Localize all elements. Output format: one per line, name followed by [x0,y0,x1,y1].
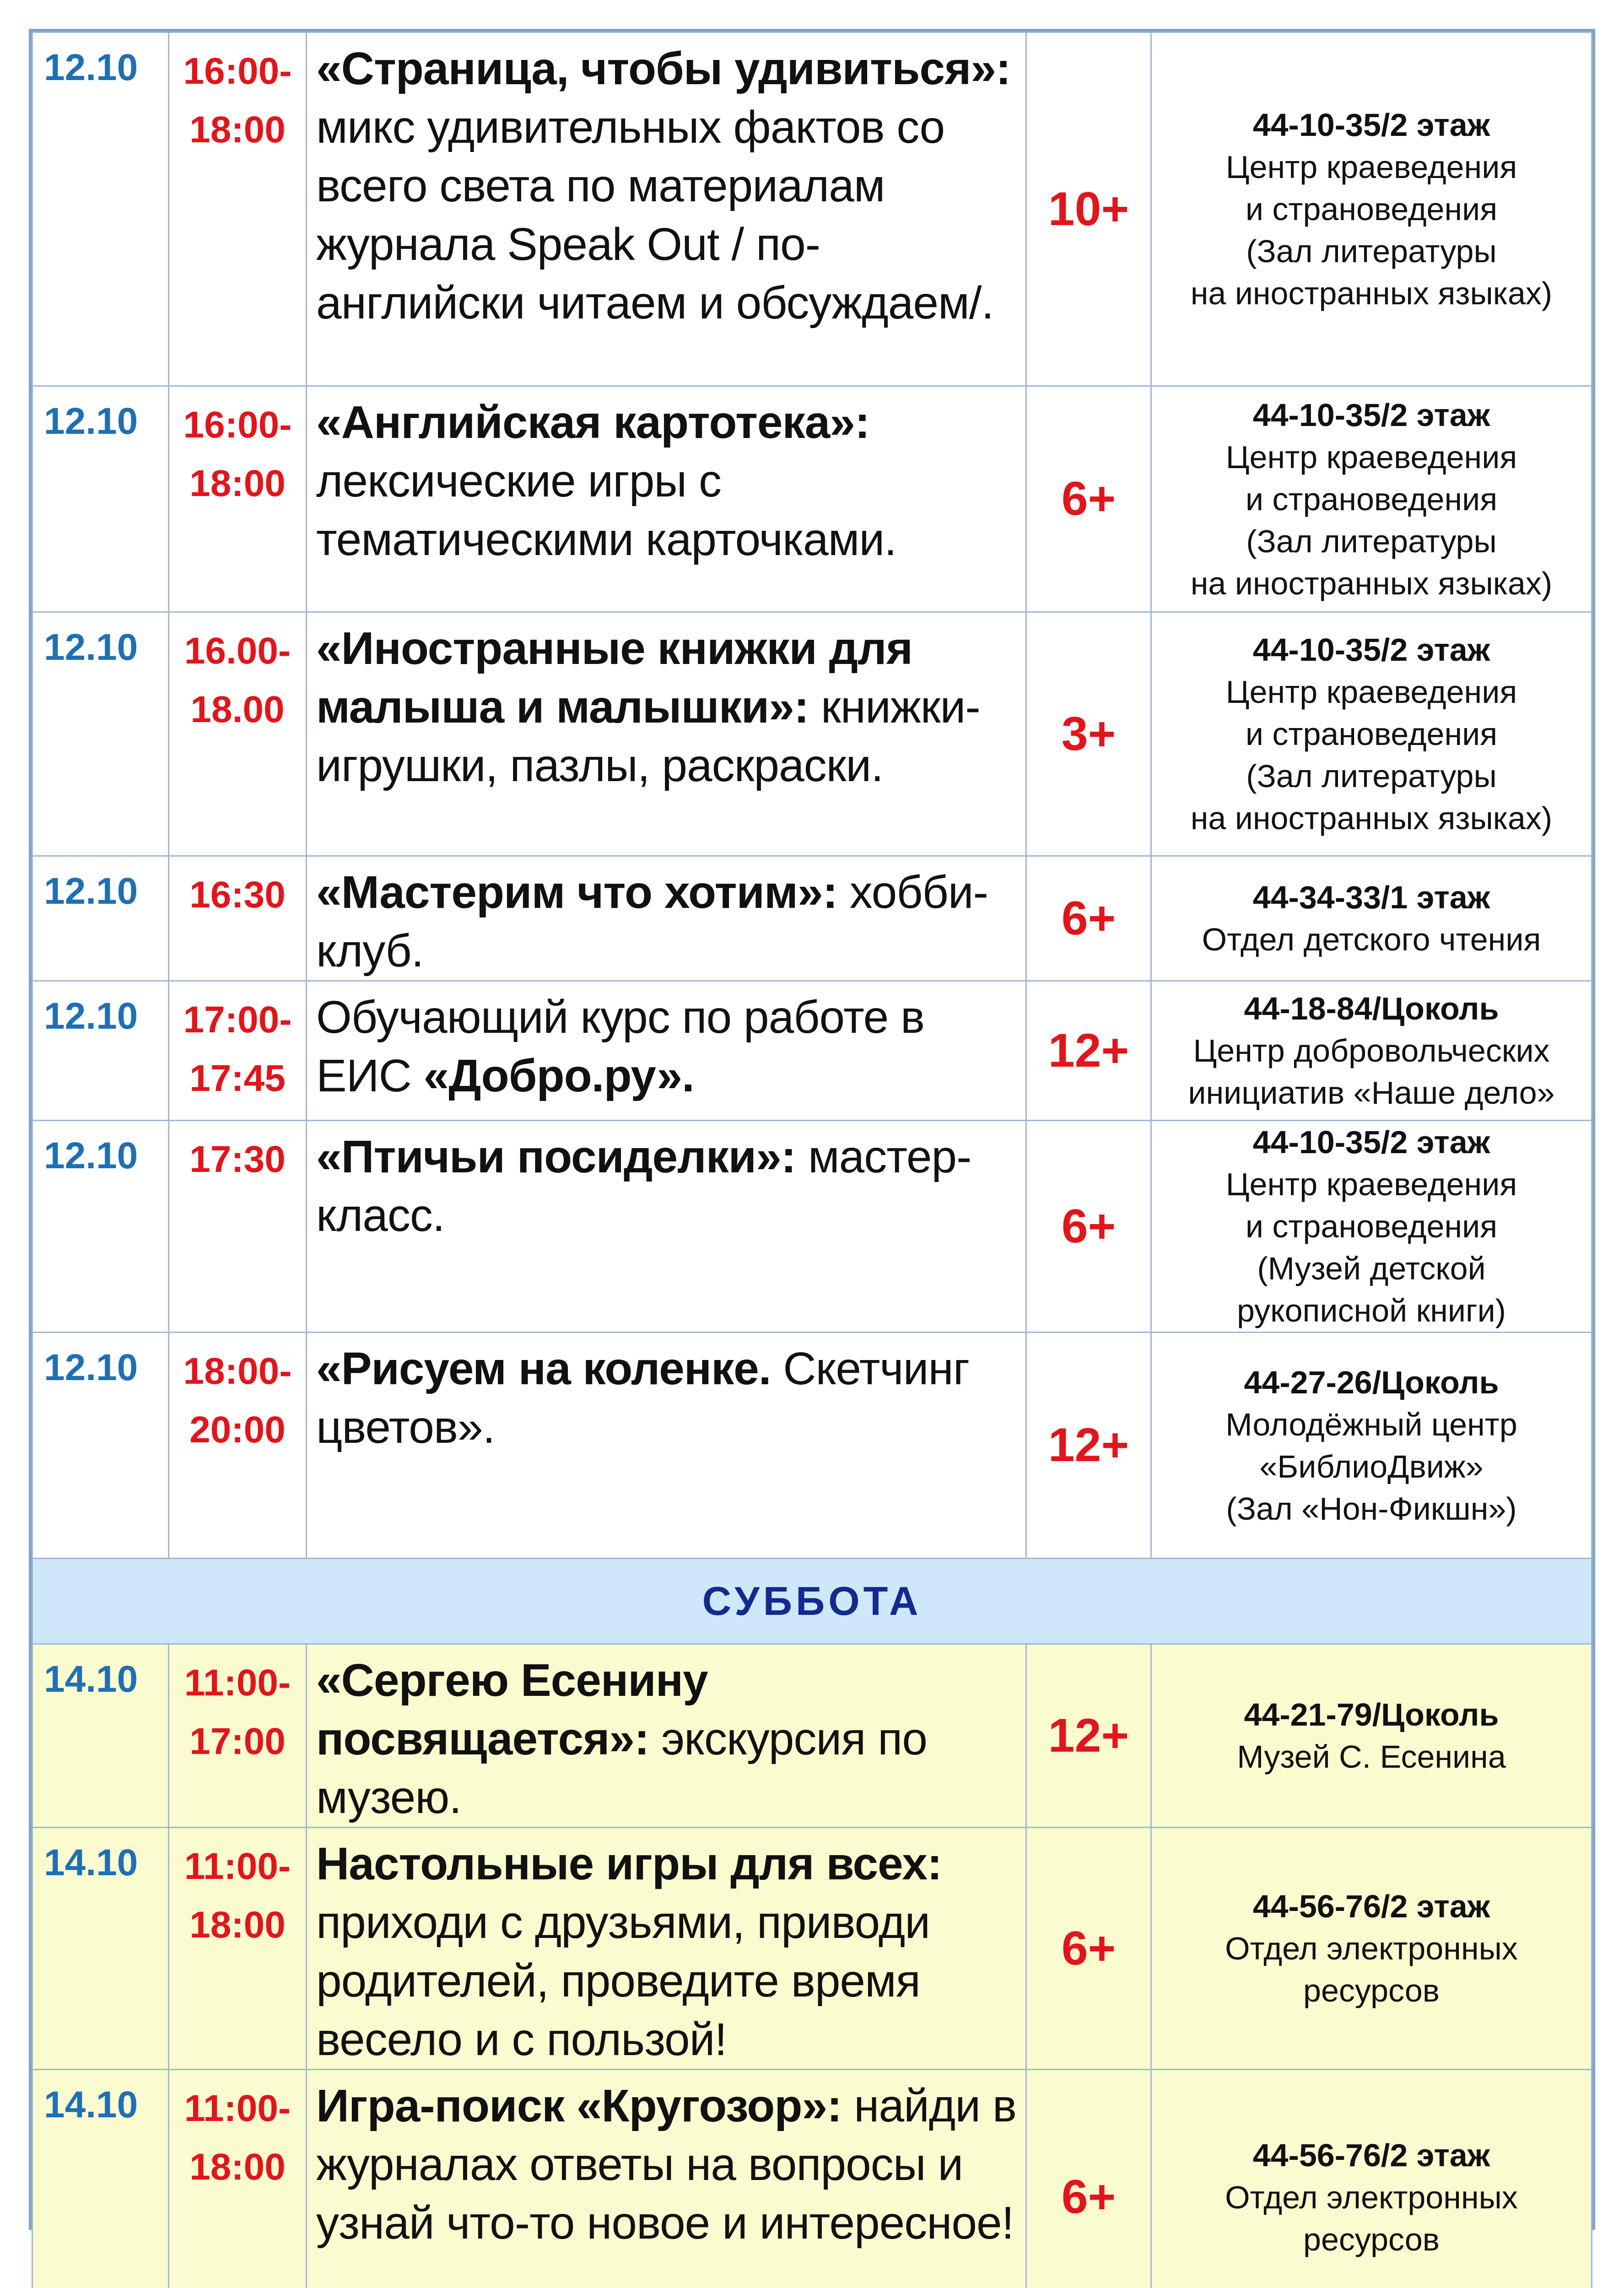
event-location: Отдел детского чтения [1155,918,1587,961]
event-place [1151,386,1592,612]
event-title [307,857,1025,980]
event-title-bold: «Страница, чтобы удивиться»: [316,43,1010,94]
event-row [32,1644,1592,1828]
event-time: 11:00-18:00 [169,1828,306,1954]
event-age: 6+ [1026,2070,1151,2288]
event-title-rest: хобби-клуб. [316,867,988,977]
event-row [32,386,1592,612]
event-date: 14.10 [33,2070,168,2127]
event-place [1151,32,1592,386]
event-phone: 44-27-26/Цоколь [1155,1361,1587,1403]
day-header: СУББОТА [32,1559,1592,1644]
event-place [1151,2070,1592,2288]
event-title [307,1645,1025,1827]
event-location: Центр краеведения и страноведения (Зал литературы на иностранных языках) [1155,671,1587,839]
event-phone: 44-10-35/2 этаж [1155,629,1587,671]
event-time: 16.00-18.00 [169,613,306,739]
event-time: 18:00-20:00 [169,1333,306,1459]
event-title-bold: «Птичьи посиделки»: [316,1131,796,1182]
event-location: Центр краеведения и страноведения (Музей детской рукописной книги) [1155,1163,1587,1332]
event-place [1151,1828,1592,2070]
event-title-rest: лексические игры с тематическими карточками. [316,455,896,565]
event-title-rest: мастер-класс. [316,1131,971,1241]
event-phone: 44-10-35/2 этаж [1155,104,1587,146]
event-title-bold: «Добро.ру». [424,1050,694,1101]
event-time: 16:30 [169,857,306,924]
event-age: 6+ [1026,386,1151,612]
event-date: 12.10 [33,1121,168,1178]
event-age: 10+ [1026,32,1151,386]
event-title-pre: Обучающий курс по работе в ЕИС [316,992,924,1101]
event-title-bold: «Иностранные книжки для малыша и малышки»: [316,623,912,733]
event-phone: 44-10-35/2 этаж [1155,394,1587,436]
events-table [32,32,1592,2288]
event-time: 17:30 [169,1121,306,1189]
event-title [307,982,1025,1105]
event-date: 12.10 [33,33,168,90]
event-place [1151,612,1592,856]
event-title-rest: микс удивительных фактов со всего света по материалам журнала Speak Out / по-английски читаем и обсуждаем/. [316,102,993,329]
event-row [32,32,1592,386]
event-age: 12+ [1026,1644,1151,1828]
event-age: 12+ [1026,981,1151,1121]
event-date: 12.10 [33,1333,168,1390]
event-title-bold: Настольные игры для всех: [316,1838,942,1889]
event-phone: 44-56-76/2 этаж [1155,2134,1587,2176]
event-age: 6+ [1026,1828,1151,2070]
event-row [32,981,1592,1121]
event-location: Отдел электронных ресурсов [1155,1927,1587,2012]
event-phone: 44-18-84/Цоколь [1155,988,1587,1030]
event-row [32,1333,1592,1559]
event-date: 12.10 [33,613,168,669]
event-date: 14.10 [33,1828,168,1885]
event-time: 17:00-17:45 [169,982,306,1108]
event-date: 12.10 [33,857,168,913]
event-title [307,1333,1025,1457]
event-time: 11:00-18:00 [169,2070,306,2196]
event-title [307,2070,1025,2252]
event-title [307,1828,1025,2069]
event-time: 16:00-18:00 [169,387,306,513]
event-location: Молодёжный центр «БиблиоДвиж» (Зал «Нон-Фикшн») [1155,1403,1587,1530]
event-title-bold: «Сергею Есенину посвящается»: [316,1655,708,1765]
event-location: Центр краеведения и страноведения (Зал литературы на иностранных языках) [1155,436,1587,604]
event-row [32,1828,1592,2070]
schedule-sheet [29,29,1595,2230]
event-title-rest: Скетчинг цветов». [316,1343,969,1453]
event-row [32,856,1592,981]
event-title-rest: экскурсия по музею. [316,1713,927,1823]
event-place [1151,1333,1592,1559]
event-title-bold: Игра-поиск «Кругозор»: [316,2080,842,2132]
event-row [32,1121,1592,1333]
event-title-rest: найди в журналах ответы на вопросы и узнай что-то новое и интересное! [316,2080,1016,2249]
event-place [1151,1121,1592,1333]
event-title [307,1121,1025,1245]
event-date: 12.10 [33,982,168,1038]
event-title-bold: «Рисуем на коленке. [316,1343,771,1394]
event-phone: 44-10-35/2 этаж [1155,1121,1587,1163]
event-row [32,2070,1592,2288]
event-title-bold: «Мастерим что хотим»: [316,867,837,918]
event-row [32,612,1592,856]
event-phone: 44-34-33/1 этаж [1155,876,1587,918]
event-location: Центр добровольческих инициатив «Наше дело» [1155,1030,1587,1114]
event-location: Центр краеведения и страноведения (Зал литературы на иностранных языках) [1155,146,1587,314]
event-age: 6+ [1026,856,1151,981]
event-location: Музей С. Есенина [1155,1736,1587,1778]
day-header-row [32,1559,1592,1644]
event-date: 12.10 [33,387,168,443]
event-time: 11:00-17:00 [169,1645,306,1771]
event-title-rest: приходи с друзьями, приводи родителей, проведите время весело и с пользой! [316,1897,930,2065]
event-place [1151,981,1592,1121]
event-title [307,33,1025,332]
event-age: 3+ [1026,612,1151,856]
event-location: Отдел электронных ресурсов [1155,2176,1587,2261]
event-title [307,613,1025,795]
event-date: 14.10 [33,1645,168,1701]
event-age: 6+ [1026,1121,1151,1333]
event-phone: 44-56-76/2 этаж [1155,1885,1587,1927]
event-title-bold: «Английская картотека»: [316,397,869,448]
event-title-rest: книжки-игрушки, пазлы, раскраски. [316,681,980,791]
event-time: 16:00-18:00 [169,33,306,159]
event-title [307,387,1025,569]
event-phone: 44-21-79/Цоколь [1155,1694,1587,1736]
event-place [1151,856,1592,981]
event-place [1151,1644,1592,1828]
event-age: 12+ [1026,1333,1151,1559]
